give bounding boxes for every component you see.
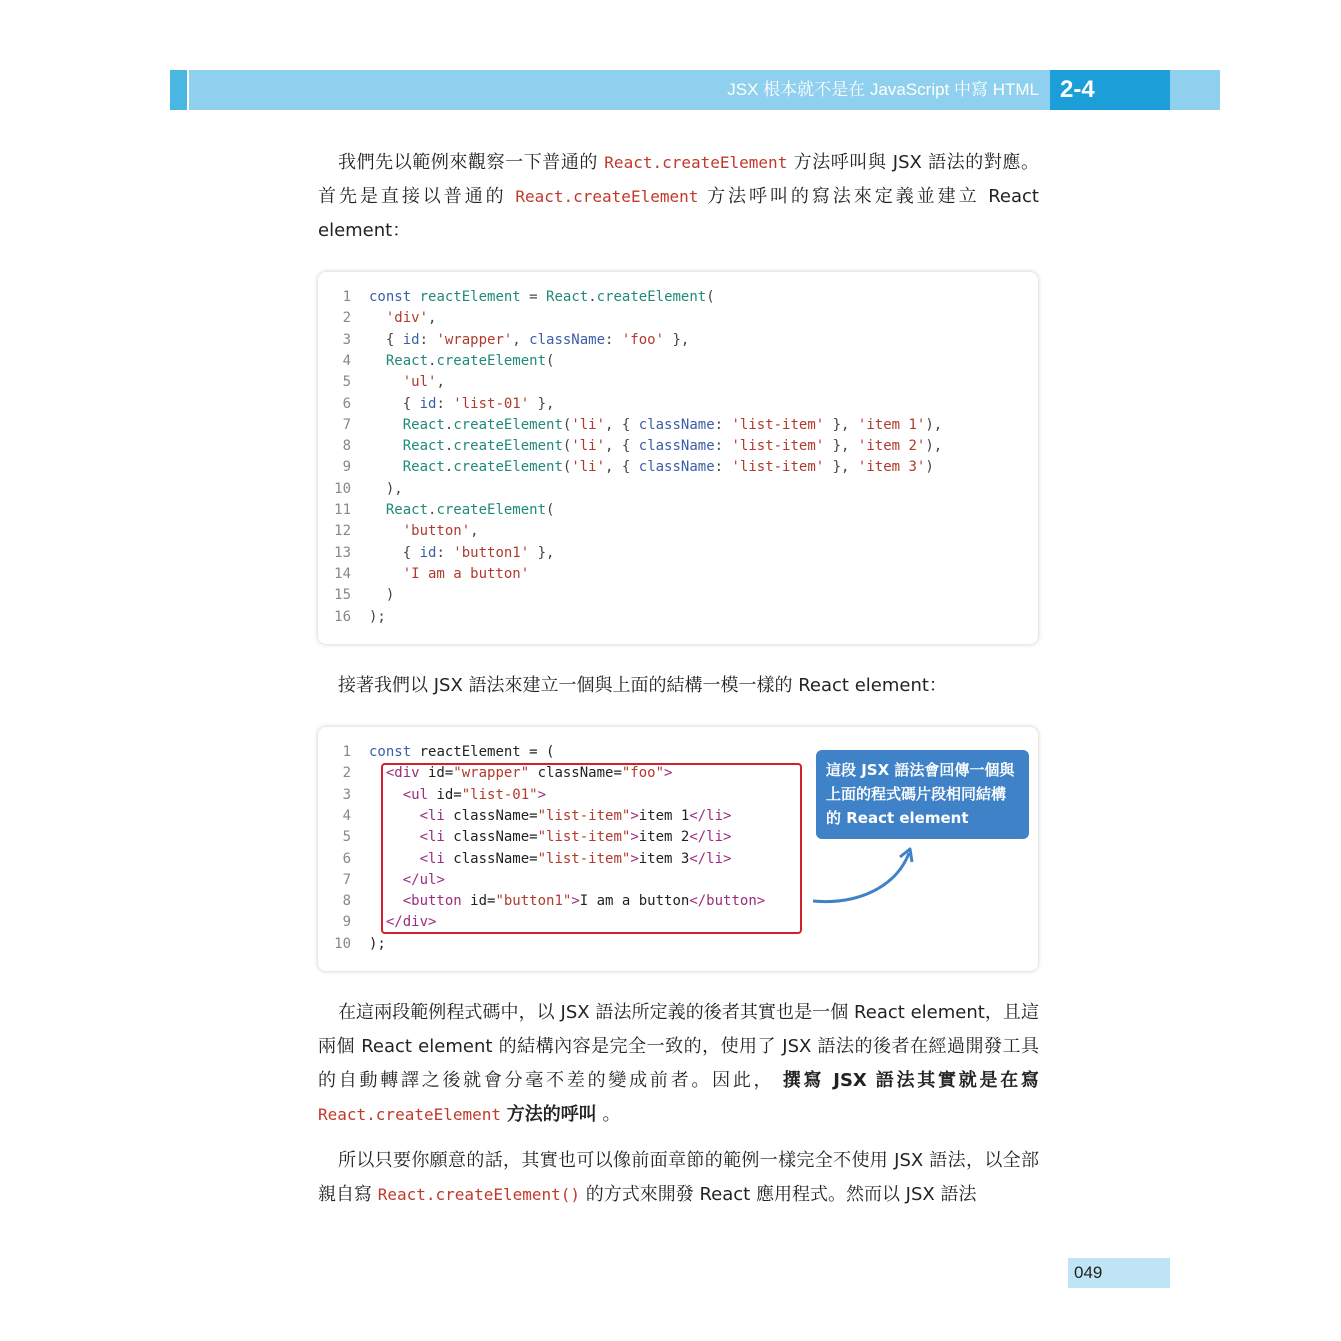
section-number: 2-4 (1050, 70, 1170, 110)
intro-text-3: 方法呼叫的寫法來定義並建立 React element： (318, 186, 1039, 241)
code-text: 'I am a button' (402, 565, 530, 582)
line-number: 6 (342, 395, 351, 412)
code-text: <li className="list-item">item 2</li> (419, 829, 732, 846)
line-number: 10 (334, 480, 351, 497)
line-number: 7 (342, 871, 351, 888)
line-number: 9 (342, 914, 351, 931)
line-number: 13 (334, 544, 351, 561)
intro-text-1: 我們先以範例來觀察一下普通的 (338, 152, 598, 173)
code-text: { id: 'wrapper', className: 'foo' }, (369, 331, 690, 348)
line-number: 1 (342, 744, 351, 760)
code-line (318, 934, 386, 955)
code-line (318, 543, 554, 564)
code-text: <li className="list-item">item 1</li> (419, 807, 732, 824)
page-number: 049 (1068, 1258, 1170, 1288)
code-text: React.createElement('li', { className: 'list-item' }, 'item 1'), (402, 416, 943, 433)
inline-code-create-element: React.createElement (318, 1105, 502, 1124)
code-text: <div id="wrapper" className="foo"> (385, 765, 673, 782)
code-line (318, 607, 386, 628)
code-text: React.createElement('li', { className: 'list-item' }, 'item 2'), (402, 438, 943, 455)
inline-code-create-element: React.createElement (515, 187, 699, 206)
header-tab (170, 70, 187, 110)
code-line (318, 308, 436, 329)
code-text: const reactElement = React.createElement( (369, 289, 715, 305)
line-number: 5 (342, 829, 351, 846)
chapter-title: JSX 根本就不是在 JavaScript 中寫 HTML (727, 80, 1039, 99)
code-line (318, 372, 445, 393)
line-number: 6 (342, 850, 351, 867)
line-number: 9 (342, 459, 351, 476)
inline-code-create-element-call: React.createElement() (377, 1185, 581, 1204)
line-number: 8 (342, 893, 351, 910)
code-text: React.createElement('li', { className: 'list-item' }, 'item 3') (402, 459, 934, 476)
conclusion-period: 。 (602, 1104, 621, 1125)
callout-note (816, 750, 1029, 839)
code-text: { id: 'list-01' }, (369, 395, 555, 412)
line-number: 2 (342, 310, 351, 327)
jsx-intro-paragraph (318, 669, 1039, 703)
code-line (318, 436, 942, 457)
code-line (318, 500, 554, 521)
line-number: 12 (334, 523, 351, 540)
code-text: const reactElement = ( (369, 744, 555, 760)
code-line (318, 585, 394, 606)
intro-text-2: 方法呼叫與 JSX 語法的對應。首先是直接以普通的 (318, 152, 1039, 207)
code-text: { id: 'button1' }, (369, 544, 555, 561)
code-line (318, 415, 942, 436)
line-number: 14 (334, 565, 351, 582)
final-text-1: 所以只要你願意的話，其實也可以像前面章節的範例一樣完全不使用 JSX 語法，以全部親自寫 (318, 1150, 1039, 1205)
code-text: ); (369, 608, 386, 625)
code-text: React.createElement( (385, 352, 555, 369)
code-text: 'button', (402, 523, 479, 540)
line-number: 7 (342, 416, 351, 433)
jsx-highlight-box (381, 763, 802, 934)
final-paragraph (318, 1144, 1039, 1212)
curved-arrow-icon (808, 845, 918, 907)
conclusion-emphasis-end: 方法的呼叫 (506, 1104, 597, 1125)
conclusion-paragraph (318, 996, 1039, 1132)
code-text: <button id="button1">I am a button</button> (402, 893, 766, 910)
conclusion-text-1: 在這兩段範例程式碼中，以 JSX 語法所定義的後者其實也是一個 React element，且這兩個 React element 的結構內容是完全一致的，使用了 JSX 語法的後者在經過開發工具的自動轉譯之後就會分毫不差的變成前者。因此， (318, 1002, 1039, 1091)
line-number: 3 (342, 786, 351, 803)
callout-text: 這段 JSX 語法會回傳一個與上面的程式碼片段相同結構的 React element (826, 761, 1015, 827)
intro-paragraph (318, 146, 1039, 248)
conclusion-emphasis: 撰寫 JSX 語法其實就是在寫 (782, 1070, 1039, 1091)
line-number: 1 (342, 289, 351, 305)
line-number: 2 (342, 765, 351, 782)
code-block-create-element (318, 272, 1038, 644)
line-number: 15 (334, 587, 351, 604)
code-line (318, 457, 934, 478)
line-number: 16 (334, 608, 351, 625)
code-line (318, 742, 554, 763)
code-text: ), (369, 480, 403, 497)
code-text: <ul id="list-01"> (402, 786, 547, 803)
code-text: <li className="list-item">item 3</li> (419, 850, 732, 867)
code-line (318, 330, 689, 351)
code-line (318, 564, 529, 585)
code-text: </div> (385, 914, 437, 931)
line-number: 3 (342, 331, 351, 348)
code-text: 'ul', (402, 374, 445, 391)
code-line (318, 287, 715, 308)
code-line (318, 479, 403, 500)
final-text-2: 的方式來開發 React 應用程式。然而以 JSX 語法 (585, 1184, 977, 1205)
code-text: React.createElement( (385, 502, 555, 518)
code-line (318, 394, 554, 415)
code-text: ); (369, 935, 386, 952)
line-number: 4 (342, 352, 351, 369)
code-line (318, 351, 554, 372)
line-number: 11 (334, 502, 351, 518)
jsx-intro-text: 接著我們以 JSX 語法來建立一個與上面的結構一模一樣的 React element： (338, 675, 947, 696)
code-line (318, 521, 479, 542)
chapter-header (170, 70, 1170, 110)
line-number: 4 (342, 807, 351, 824)
code-text: </ul> (402, 871, 445, 888)
line-number: 10 (334, 935, 351, 952)
code-text: 'div', (385, 310, 437, 327)
line-number: 8 (342, 438, 351, 455)
inline-code-create-element: React.createElement (604, 153, 788, 172)
line-number: 5 (342, 374, 351, 391)
code-text: ) (369, 587, 395, 604)
